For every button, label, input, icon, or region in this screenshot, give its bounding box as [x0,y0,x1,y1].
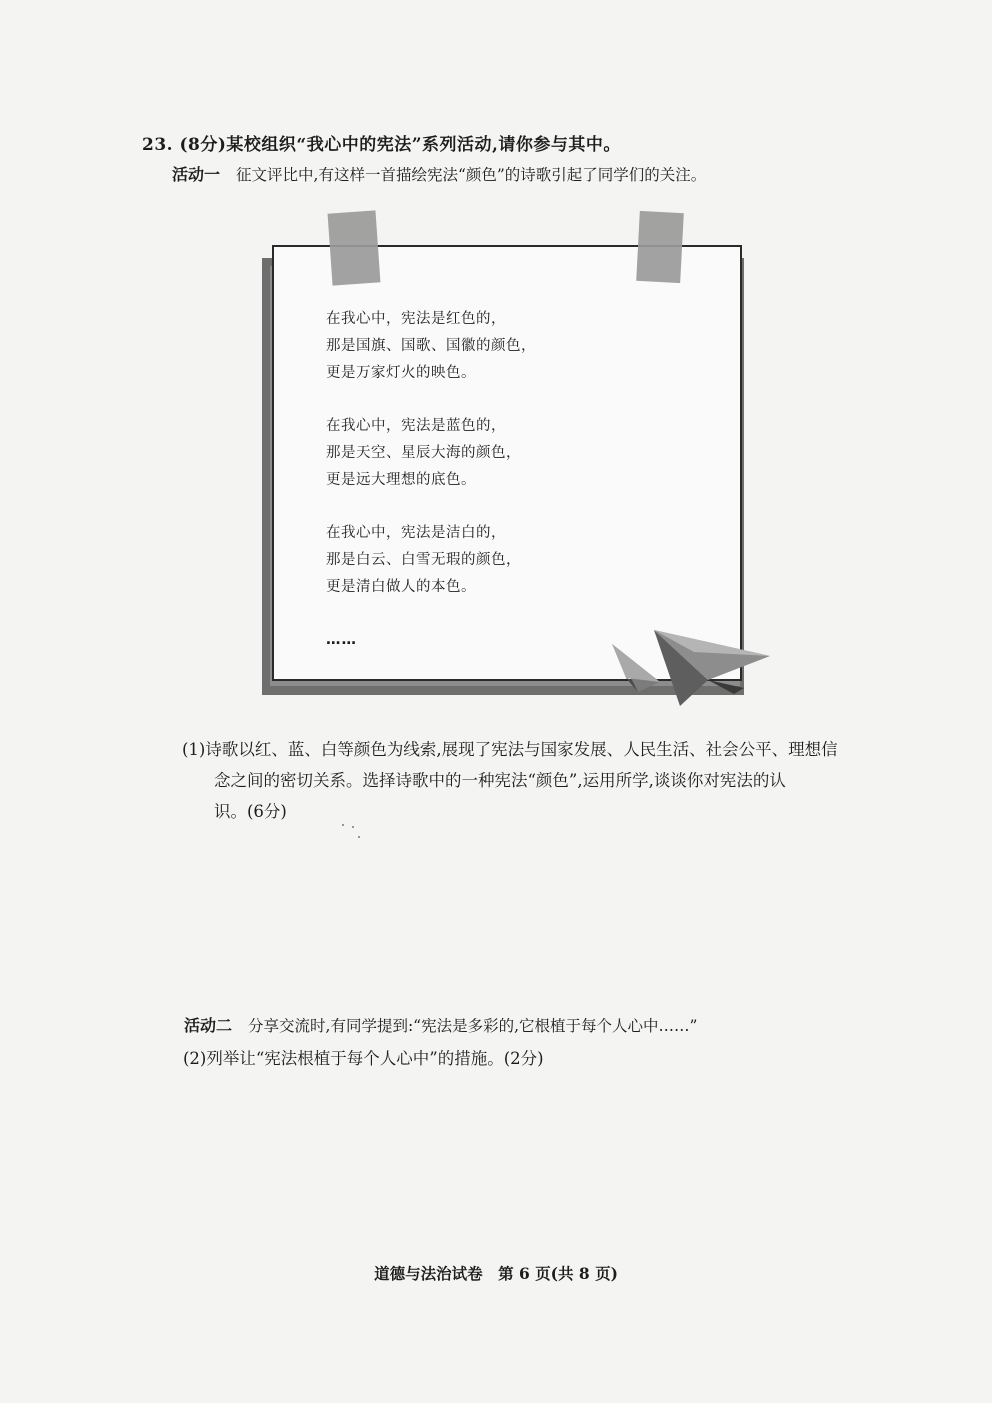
tape-left [328,210,381,285]
sub-question-1-line-2: 念之间的密切关系。选择诗歌中的一种宪法“颜色”,运用所学,谈谈你对宪法的认 [214,771,786,790]
poem-line: 在我心中，宪法是洁白的， [326,525,506,541]
activity-1-label: 活动一 [172,165,221,184]
sub-question-2: (2)列举让“宪法根植于每个人心中”的措施。(2分) [183,1049,544,1068]
poem-line: 那是国旗、国歌、国徽的颜色， [326,338,536,354]
poem-line: 更是清白做人的本色。 [326,579,476,595]
activity-1-text: 征文评比中,有这样一首描绘宪法“颜色”的诗歌引起了同学们的关注。 [236,166,707,184]
poem-stanza-red [326,306,536,387]
poem-stanza-white [326,520,536,601]
poem-line: 在我心中，宪法是蓝色的， [326,418,506,434]
activity-2-label: 活动二 [184,1016,233,1035]
poem-line: 在我心中，宪法是红色的， [326,311,506,327]
sub-question-1 [182,734,872,827]
scan-speck [342,824,344,826]
page-footer: 道德与法治试卷 第 6 页(共 8 页) [374,1264,618,1283]
poem-stanza-blue [326,413,536,494]
poem-line: 更是远大理想的底色。 [326,472,476,488]
scan-speck [358,836,360,838]
activity-2-text: 分享交流时,有同学提到:“宪法是多彩的,它根植于每个人心中……” [248,1017,698,1035]
small-paper-plane-icon [612,644,660,692]
sub-question-1-line-3: 识。(6分) [214,802,287,821]
scan-speck [352,826,354,828]
activity-1 [172,162,706,185]
question-title: 23. (8分)某校组织“我心中的宪法”系列活动,请你参与其中。 [142,135,621,155]
poem-ellipsis: …… [326,632,357,648]
tape-right [636,211,684,283]
sub-question-1-line-1: (1)诗歌以红、蓝、白等颜色为线索,展现了宪法与国家发展、人民生活、社会公平、理想信 [182,740,838,759]
poem-line: 那是天空、星辰大海的颜色， [326,445,521,461]
activity-2 [184,1013,697,1036]
poem-line: 更是万家灯火的映色。 [326,365,476,381]
poem [326,306,536,654]
paper-plane-illustration [598,622,778,712]
large-paper-plane-icon [654,630,770,706]
poem-line: 那是白云、白雪无瑕的颜色， [326,552,521,568]
